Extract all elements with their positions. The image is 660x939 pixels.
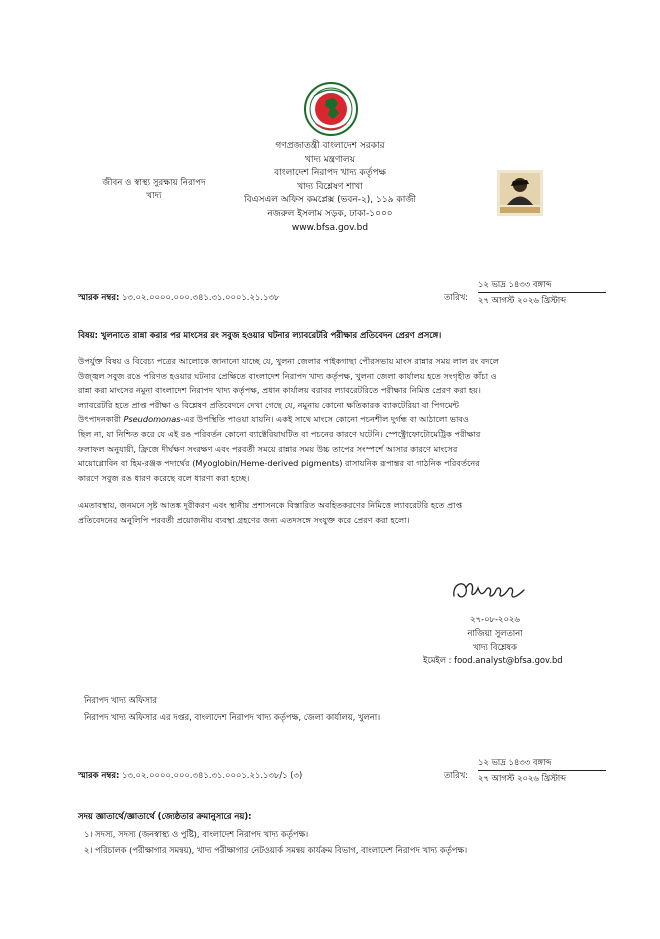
distribution-list bbox=[84, 827, 467, 859]
para1-text: -এর উপস্থিতি পাওয়া যায়নি। একই সাথে মাংসে কোনো পচনশীল দুর্গন্ধ বা আঠালো ভাবও bbox=[180, 414, 469, 425]
subject-line bbox=[78, 329, 441, 342]
para1-line: উজ্জ্বল সবুজ রঙে পরিণত হওয়ার ঘটনার প্রেক্ষিতে বাংলাদেশ নিরাপদ খাদ্য কর্তৃপক্ষ, খুলনা জেলা কার্যালয় হতে সংগৃহীত কাঁচা ও bbox=[78, 370, 497, 381]
handwritten-signature bbox=[448, 570, 534, 610]
header-line-government: গণপ্রজাতন্ত্রী বাংলাদেশ সরকার bbox=[275, 141, 385, 151]
signatory-name: নাজিয়া সুলতানা bbox=[467, 628, 523, 639]
subject-label: বিষয়: bbox=[78, 330, 98, 340]
memo-date-copy bbox=[478, 755, 606, 786]
para1-line: ল্যাবরেটরি হতে প্রাপ্ত পরীক্ষা ও বিশ্লেষণ প্রতিবেদনে দেখা গেছে যে, নমুনায় কোনো ক্ষতিকারক ব্যাকটেরিয়া বা পিগমেন্ট bbox=[78, 399, 460, 410]
date-english: ২৭ আগস্ট ২০২৬ খ্রিস্টাব্দ bbox=[478, 295, 567, 305]
para1-text: উৎপাদনকারী bbox=[78, 414, 121, 425]
distribution-title: সদয় জ্ঞাতার্থে/জ্ঞাতার্থে (জ্যেষ্ঠতার ক্রমানুসারে নয়): bbox=[78, 811, 252, 821]
date-label: তারিখ: bbox=[444, 292, 469, 302]
date-english: ২৭ আগস্ট ২০২৬ খ্রিস্টাব্দ bbox=[478, 773, 567, 783]
signature-block bbox=[400, 612, 590, 655]
para1-line: উপর্যুক্ত বিষয় ও বিবেচ্য পত্রের আলোকে জানানো যাচ্ছে যে, খুলনা জেলার পাইকগাছা পৌরসভায় মাংস রান্নার সময় লাল রং বদলে bbox=[78, 356, 499, 366]
memo-number bbox=[78, 291, 279, 304]
date-bangla: ১২ ভাদ্র ১৪৩৩ বঙ্গাব্দ bbox=[478, 279, 552, 289]
header-line-address1: বিএসএল অফিস কমপ্লেক্স (ভবন-২), ১১৯ কাজী bbox=[244, 195, 416, 206]
pseudomonas-term: Pseudomonas bbox=[123, 414, 181, 425]
body-paragraph-2 bbox=[78, 498, 598, 527]
recipient-address: নিরাপদ খাদ্য অফিসার এর দপ্তর, বাংলাদেশ নিরাপদ খাদ্য কর্তৃপক্ষ, জেলা কার্যালয়, খুলনা। bbox=[84, 712, 381, 722]
slogan bbox=[74, 177, 234, 203]
para1-line: রান্না করা মাংসের নমুনা বাংলাদেশ নিরাপদ খাদ্য কর্তৃপক্ষ, প্রধান কার্যালয় বরাবর ল্যাবরেটরিতে পরীক্ষার নিমিত্ত প্রেরণ করা হয়। bbox=[78, 385, 481, 396]
memo-number-copy bbox=[78, 769, 302, 782]
portrait-logo bbox=[497, 170, 543, 216]
para2-line: প্রতিবেদনের অনুলিপি পরবর্তী প্রয়োজনীয় ব্যবস্থা গ্রহণের জন্য এতদসঙ্গে সংযুক্ত করে প্রেরণ করা হলো। bbox=[78, 514, 410, 525]
para2-line: এমতাবস্থায়, জনমনে সৃষ্ট আতঙ্ক দূরীকরণ এবং স্থানীয় প্রশাসনকে বিস্তারিত অবহিতকরণের নিমিত্তে ল্যাবরেটরি হতে প্রাপ্ত bbox=[78, 500, 463, 510]
para1-line: মায়োগ্লোবিন বা হিম-রঞ্জক পদার্থের (Myoglobin/Heme-derived pigments) রাসায়নিক রূপান্তর বা গাঠনিক পরিবর্তনের bbox=[78, 458, 480, 469]
header-line-branch: খাদ্য বিশ্লেষণ শাখা bbox=[297, 181, 363, 192]
slogan-line1: জীবন ও স্বাস্থ্য সুরক্ষায় নিরাপদ bbox=[102, 178, 206, 188]
para1-line bbox=[78, 412, 598, 427]
list-item: ১। সদস্য, সদস্য (জনস্বাস্থ্য ও পুষ্টি), বাংলাদেশ নিরাপদ খাদ্য কর্তৃপক্ষ। bbox=[84, 829, 309, 839]
para1-line: ফলাফল অনুযায়ী, ফ্রিজে দীর্ঘক্ষণ সংরক্ষণ এবং পরবর্তী সময়ে রান্নার সময় উচ্চ তাপের সংস্পর্শে আসার কারণে মাংসের bbox=[78, 443, 458, 454]
slogan-line2: খাদ্য bbox=[146, 191, 162, 201]
signatory-email-link[interactable]: ইমেইল : food.analyst@bfsa.gov.bd bbox=[423, 655, 563, 665]
memo-number-label: স্মারক নম্বর: bbox=[78, 292, 120, 302]
memo-number-value: ১৩.০২.০০০০.০০০.৩৪১.৩১.০০০১.২১.১৩৮ bbox=[121, 292, 280, 302]
signature-date: ২৭-০৮-২০২৬ bbox=[470, 614, 520, 624]
signatory-designation: খাদ্য বিশ্লেষক bbox=[473, 642, 517, 653]
memo-date bbox=[478, 277, 606, 308]
header-line-address2: নজরুল ইসলাম সড়ক, ঢাকা-১০০০ bbox=[267, 208, 393, 219]
government-seal-logo bbox=[304, 82, 358, 136]
list-item: ২। পরিচালক (পরীক্ষাগার সমন্বয়), খাদ্য পরীক্ষাগার নেটওয়ার্ক সমন্বয় কার্যক্রম বিভাগ, বাংলাদেশ নিরাপদ খাদ্য কর্তৃপক্ষ। bbox=[84, 844, 468, 855]
subject-text: খুলনাতে রান্না করার পর মাংসের রং সবুজ হওয়ার ঘটনার ল্যাবরেটরি পরীক্ষার প্রতিবেদন প্রেরণ প্রসঙ্গে। bbox=[100, 330, 442, 340]
date-label: তারিখ: bbox=[444, 770, 469, 780]
para1-line: কারণে সবুজ রঙ ধারণ করেছে বলে ধারণা করা হচ্ছে। bbox=[78, 472, 250, 483]
header-line-ministry: খাদ্য মন্ত্রণালয় bbox=[304, 154, 356, 165]
header-website-link[interactable]: www.bfsa.gov.bd bbox=[291, 222, 369, 233]
memo-number-label: স্মারক নম্বর: bbox=[78, 770, 120, 780]
recipient-title: নিরাপদ খাদ্য অফিসার bbox=[84, 695, 157, 705]
body-paragraph-1 bbox=[78, 354, 598, 485]
header-line-authority: বাংলাদেশ নিরাপদ খাদ্য কর্তৃপক্ষ bbox=[274, 168, 386, 179]
memo-number-value: ১৩.০২.০০০০.০০০.৩৪১.৩১.০০০১.২১.১৩৮/১ (৩) bbox=[121, 770, 303, 780]
date-bangla: ১২ ভাদ্র ১৪৩৩ বঙ্গাব্দ bbox=[478, 757, 552, 767]
para1-line: ছিল না, যা নিশ্চিত করে যে এই রঙ পরিবর্তন কোনো ব্যাক্টেরিয়াঘটিত বা পচনের কারণে ঘটেনি। স্পেক্ট্রোফোটোমেট্রিক পরীক্ষার bbox=[78, 428, 481, 439]
